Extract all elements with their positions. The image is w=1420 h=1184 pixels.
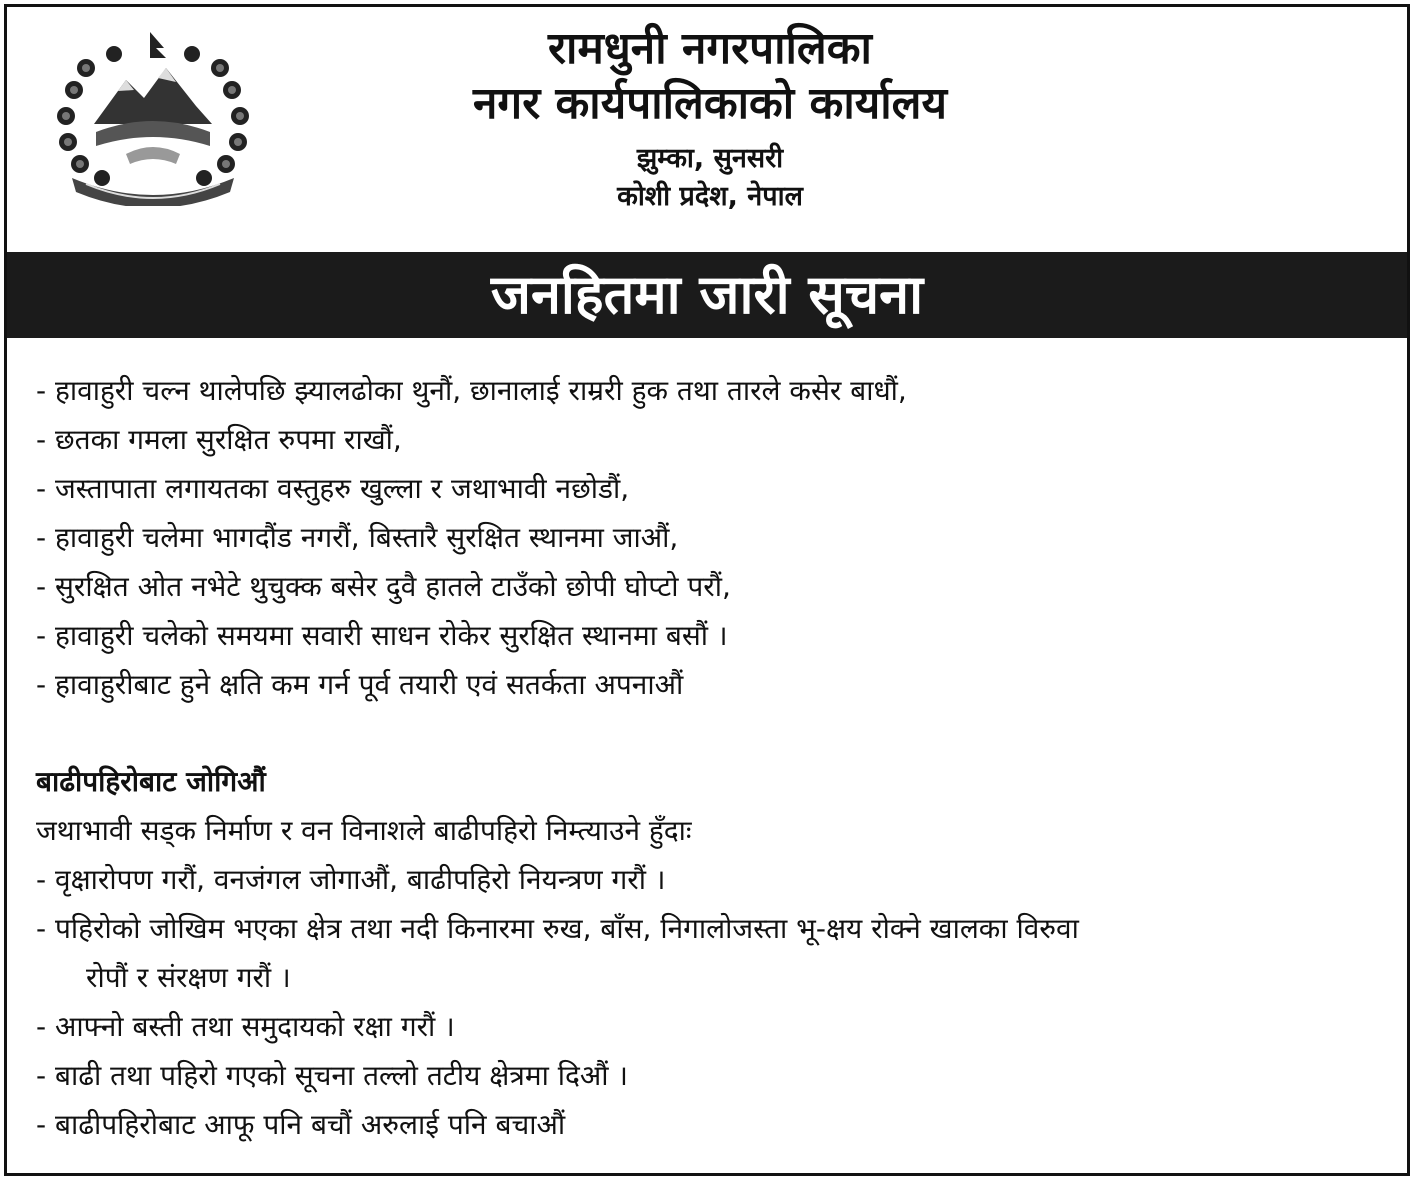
windstorm-item: - छतका गमला सुरक्षित रुपमा राखौं, — [36, 423, 402, 456]
notice-title-banner: जनहितमा जारी सूचना — [7, 252, 1407, 338]
windstorm-item: - हावाहुरी चलेको समयमा सवारी साधन रोकेर सुरक्षित स्थानमा बसौं । — [36, 619, 728, 652]
flood-section-heading: बाढीपहिरोबाट जोगिऔं — [36, 765, 266, 798]
flood-item: - वृक्षारोपण गरौं, वनजंगल जोगाऔं, बाढीपहिरो नियन्त्रण गरौं । — [36, 863, 666, 896]
notice-body — [36, 366, 1386, 1149]
flood-item: - बाढीपहिरोबाट आफू पनि बचौं अरुलाई पनि बचाऔं — [36, 1108, 566, 1141]
flood-item: - बाढी तथा पहिरो गएको सूचना तल्लो तटीय क्षेत्रमा दिऔं । — [36, 1059, 628, 1092]
flood-item: - पहिरोको जोखिम भएका क्षेत्र तथा नदी किनारमा रुख, बाँस, निगालोजस्ता भू-क्षय रोक्ने खालका विरुवा — [36, 912, 1079, 945]
municipality-name: रामधुनी नगरपालिका — [548, 23, 872, 74]
windstorm-item: - सुरक्षित ओत नभेटे थुचुक्क बसेर दुवै हातले टाउँको छोपी घोप्टो परौं, — [36, 570, 731, 603]
office-header — [300, 22, 1120, 216]
flood-intro: जथाभावी सड्क निर्माण र वन विनाशले बाढीपहिरो निम्त्याउने हुँदाः — [36, 814, 692, 847]
office-province: कोशी प्रदेश, नेपाल — [617, 181, 803, 212]
office-name: नगर कार्यपालिकाको कार्यालय — [473, 78, 947, 129]
windstorm-item: - जस्तापाता लगायतका वस्तुहरु खुल्ला र जथाभावी नछोडौं, — [36, 472, 630, 505]
windstorm-item: - हावाहुरी चल्न थालेपछि झ्यालढोका थुनौं, छानालाई राम्ररी हुक तथा तारले कसेर बाधौं, — [36, 374, 907, 407]
office-address: झुम्का, सुनसरी — [636, 143, 784, 174]
windstorm-item: - हावाहुरीबाट हुने क्षति कम गर्न पूर्व तयारी एवं सतर्कता अपनाऔं — [36, 668, 684, 701]
windstorm-item: - हावाहुरी चलेमा भागदौंड नगरौं, बिस्तारै सुरक्षित स्थानमा जाऔं, — [36, 521, 679, 554]
flood-item: - आफ्नो बस्ती तथा समुदायको रक्षा गरौं । — [36, 1010, 455, 1043]
section-spacer — [36, 709, 1386, 757]
flood-item-continuation: रोपौं र संरक्षण गरौं । — [86, 961, 291, 994]
nepal-government-emblem-icon — [46, 28, 260, 206]
